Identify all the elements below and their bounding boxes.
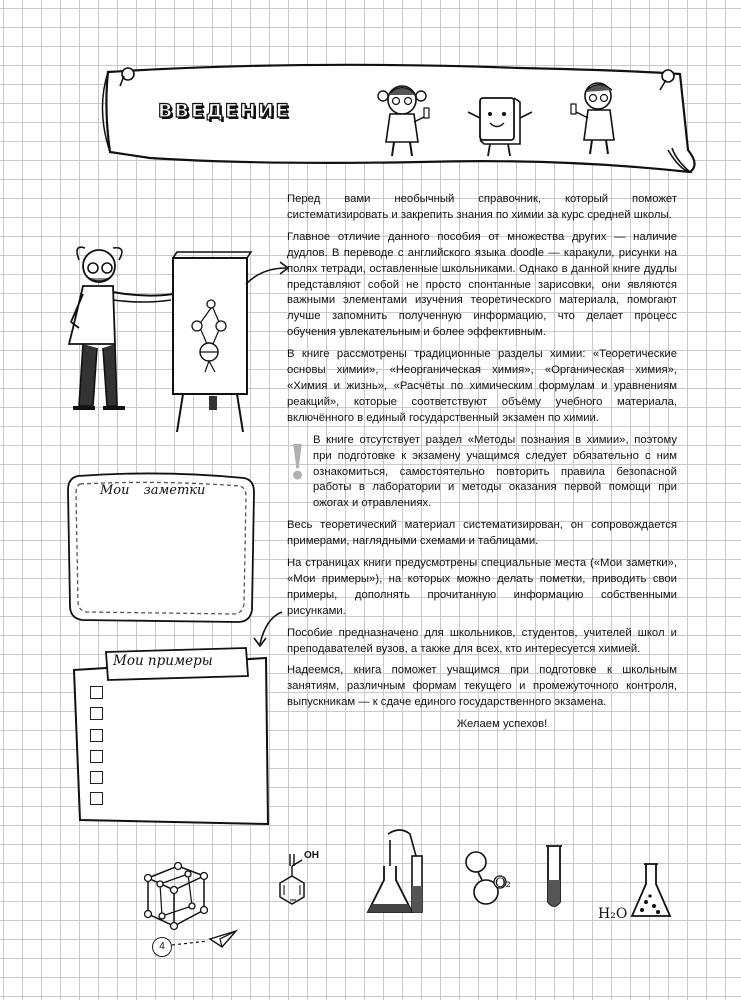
professor-illustration xyxy=(55,236,255,436)
examples-title: Мои примеры xyxy=(113,653,213,669)
test-tube-icon xyxy=(540,840,568,912)
notes-title: Мои заметки xyxy=(100,483,206,498)
page-title: ВВЕДЕНИЕ xyxy=(158,100,291,122)
flask-setup-icon xyxy=(360,826,436,922)
checkbox[interactable] xyxy=(90,707,103,720)
paragraph: В книге отсутствует раздел «Методы познания в химии», поэтому при подготовке к экзамену учащимся следует обязательно с ним ознакомиться, самостоятельно повторить правила безопасной работы в лаборатории и методы оказания первой помощи при ожогах и отравлениях. xyxy=(313,433,677,510)
water-label: H₂O xyxy=(598,906,628,922)
checkbox[interactable] xyxy=(90,686,103,699)
paragraph: В книге рассмотрены традиционные разделы химии: «Теоретические основы химии», «Неорганическая химия», «Органическая химия», «Химия и жизнь», «Расчёты по химическим формулам и уравнениям реакций», которые соответствуют объёму учебного материала, включённого в единый государственный экзамен по химии. xyxy=(287,348,677,424)
checkbox[interactable] xyxy=(90,729,103,742)
arrow-icon xyxy=(252,608,286,648)
erlenmeyer-flask-icon xyxy=(626,860,676,924)
paragraph: На страницах книги предусмотрены специальные места («Мои заметки», «Мои примеры»), на которых можно делать пометки, приводить свои примеры, дополнять прочитанную информацию собственными рисунками. xyxy=(287,557,677,617)
page-number: 4 xyxy=(152,937,172,957)
closing-line: Желаем успехов! xyxy=(456,718,548,731)
benzoic-acid-icon xyxy=(270,848,330,914)
oxygen-label: O₂ xyxy=(495,876,511,891)
checkbox[interactable] xyxy=(90,771,103,784)
paragraph: Надеемся, книга поможет учащимся при подготовке к школьным занятиям, различным формам текущего и промежуточного контроля, выпускникам — к сдаче единого государственного экзамена. xyxy=(287,664,677,709)
paragraph: Пособие предназначено для школьников, студентов, учителей школ и преподавателей вузов, а также для всех, кто интересуется химией. xyxy=(287,626,677,655)
acid-label: OH xyxy=(304,850,319,861)
arrow-icon xyxy=(244,258,292,288)
paper-plane-icon xyxy=(170,925,240,955)
paragraph: Главное отличие данного пособия от множества других — наличие дудлов. В переводе с английского языка doodle — каракули, рисунки на полях тетради, оставленные школьниками. Однако в данной книге дудлы представляют собой не просто спонтанные зарисовки, они являются важными элементами изучения теоретического материала, помогают лучше запомнить полученную информацию, что делает процесс обучения увлекательным и более эффективным. xyxy=(287,230,677,339)
paragraph: Перед вами необычный справочник, который поможет систематизировать и закрепить знания по химии за курс средней школы. xyxy=(287,193,677,221)
title-banner xyxy=(0,0,741,190)
intro-text xyxy=(287,192,677,739)
paragraph: Весь теоретический материал систематизирован, он сопровождается примерами, наглядными схемами и таблицами. xyxy=(287,519,677,548)
crystal-lattice-icon xyxy=(138,852,214,932)
whiteboard-icon xyxy=(173,252,251,432)
checkbox[interactable] xyxy=(90,792,103,805)
examples-checklist xyxy=(90,686,103,814)
exclamation-mark: ! xyxy=(287,434,309,491)
checkbox[interactable] xyxy=(90,750,103,763)
note-paragraph xyxy=(287,433,677,513)
